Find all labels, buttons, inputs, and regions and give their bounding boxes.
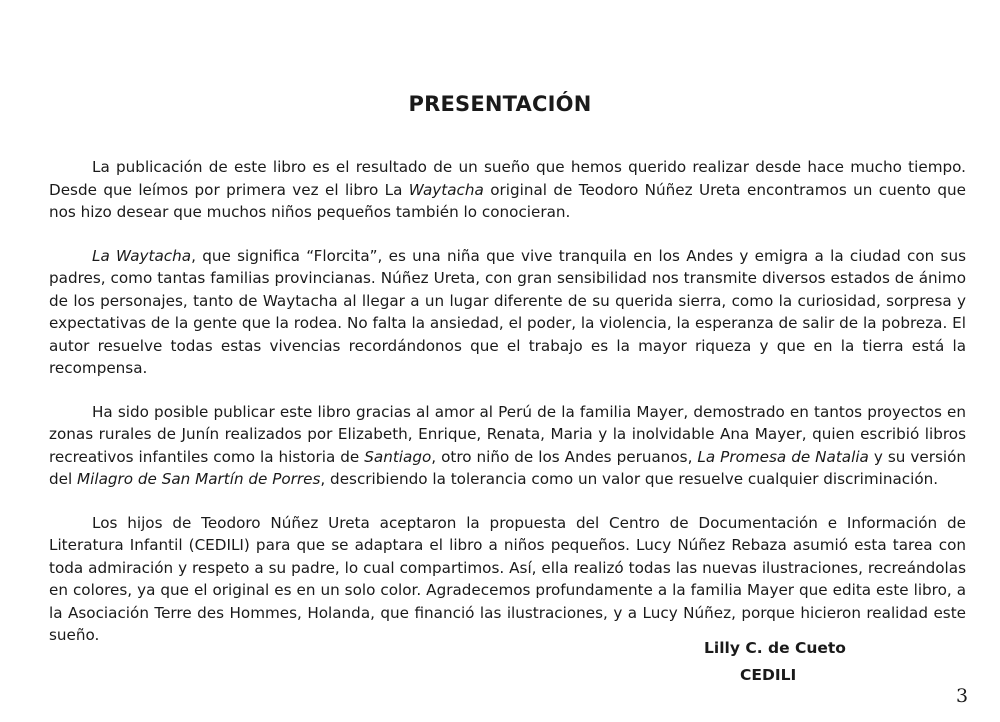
italic-run: La Promesa de Natalia [697,447,869,466]
text-run: , que significa “Florcita”, es una niña que vive tranquila en los Andes y emigra a la ciudad con sus padres, como tantas familias provincianas. Núñez Ureta, con gran sensibilidad nos transmite diversos estados de ánimo de los personajes, tanto de Waytacha al llegar a un lugar diferente de su querida sierra, como la curiosidad, sorpresa y expectativas de la gente que la rodea. No falta la ansiedad, el poder, la violencia, la esperanza de salir de la pobreza. El autor resuelve todas estas vivencias recordándonos que el trabajo es la mayor riqueza y que en la tierra está la recompensa. [49,246,967,377]
presentation-body [49,156,966,647]
italic-run: Milagro de San Martín de Porres [77,470,321,488]
paragraph [49,156,966,224]
paragraph [49,512,966,647]
text-run: , describiendo la tolerancia como un valor que resuelve cualquier discriminación. [320,470,939,488]
paragraph [49,401,966,491]
paragraph [49,245,966,380]
text-run: original de Teodoro Núñez Ureta encontramos un cuento que nos hizo desear que muchos niños pequeños también lo conocieran. [49,180,966,221]
signature-organization: CEDILI [740,666,797,684]
text-run: y su versión del [49,447,967,488]
page-number: 3 [956,685,969,707]
italic-run: Waytacha [408,180,484,199]
page-title: PRESENTACIÓN [408,92,592,116]
text-run: La publicación de este libro es el resultado de un sueño que hemos querido realizar desde hace mucho tiempo. Desde que leímos por primera vez el libro La [49,158,966,199]
italic-run: La Waytacha [92,246,192,265]
text-run: Ha sido posible publicar este libro gracias al amor al Perú de la familia Mayer, demostrado en tantos proyectos en zonas rurales de Junín realizados por Elizabeth, Enrique, Renata, Maria y la inolvidable Ana Mayer, quien escribió libros recreativos infantiles como la historia de [49,402,966,466]
italic-run: Santiago [364,447,432,466]
signature-name: Lilly C. de Cueto [704,639,846,657]
text-run: Los hijos de Teodoro Núñez Ureta aceptaron la propuesta del Centro de Documentación e Información de Literatura Infantil (CEDILI) para que se adaptara el libro a niños pequeños. Lucy Núñez Rebaza asumió esta tarea con toda admiración y respeto a su padre, lo cual compartimos. Así, ella realizó todas las nuevas ilustraciones, recreándolas en colores, ya que el original es en un solo color. Agradecemos profundamente a la familia Mayer que edita este libro, a la Asociación Terre des Hommes, Holanda, que financió las ilustraciones, y a Lucy Núñez, porque hicieron realidad este sueño. [49,513,966,644]
text-run: , otro niño de los Andes peruanos, [431,447,698,466]
